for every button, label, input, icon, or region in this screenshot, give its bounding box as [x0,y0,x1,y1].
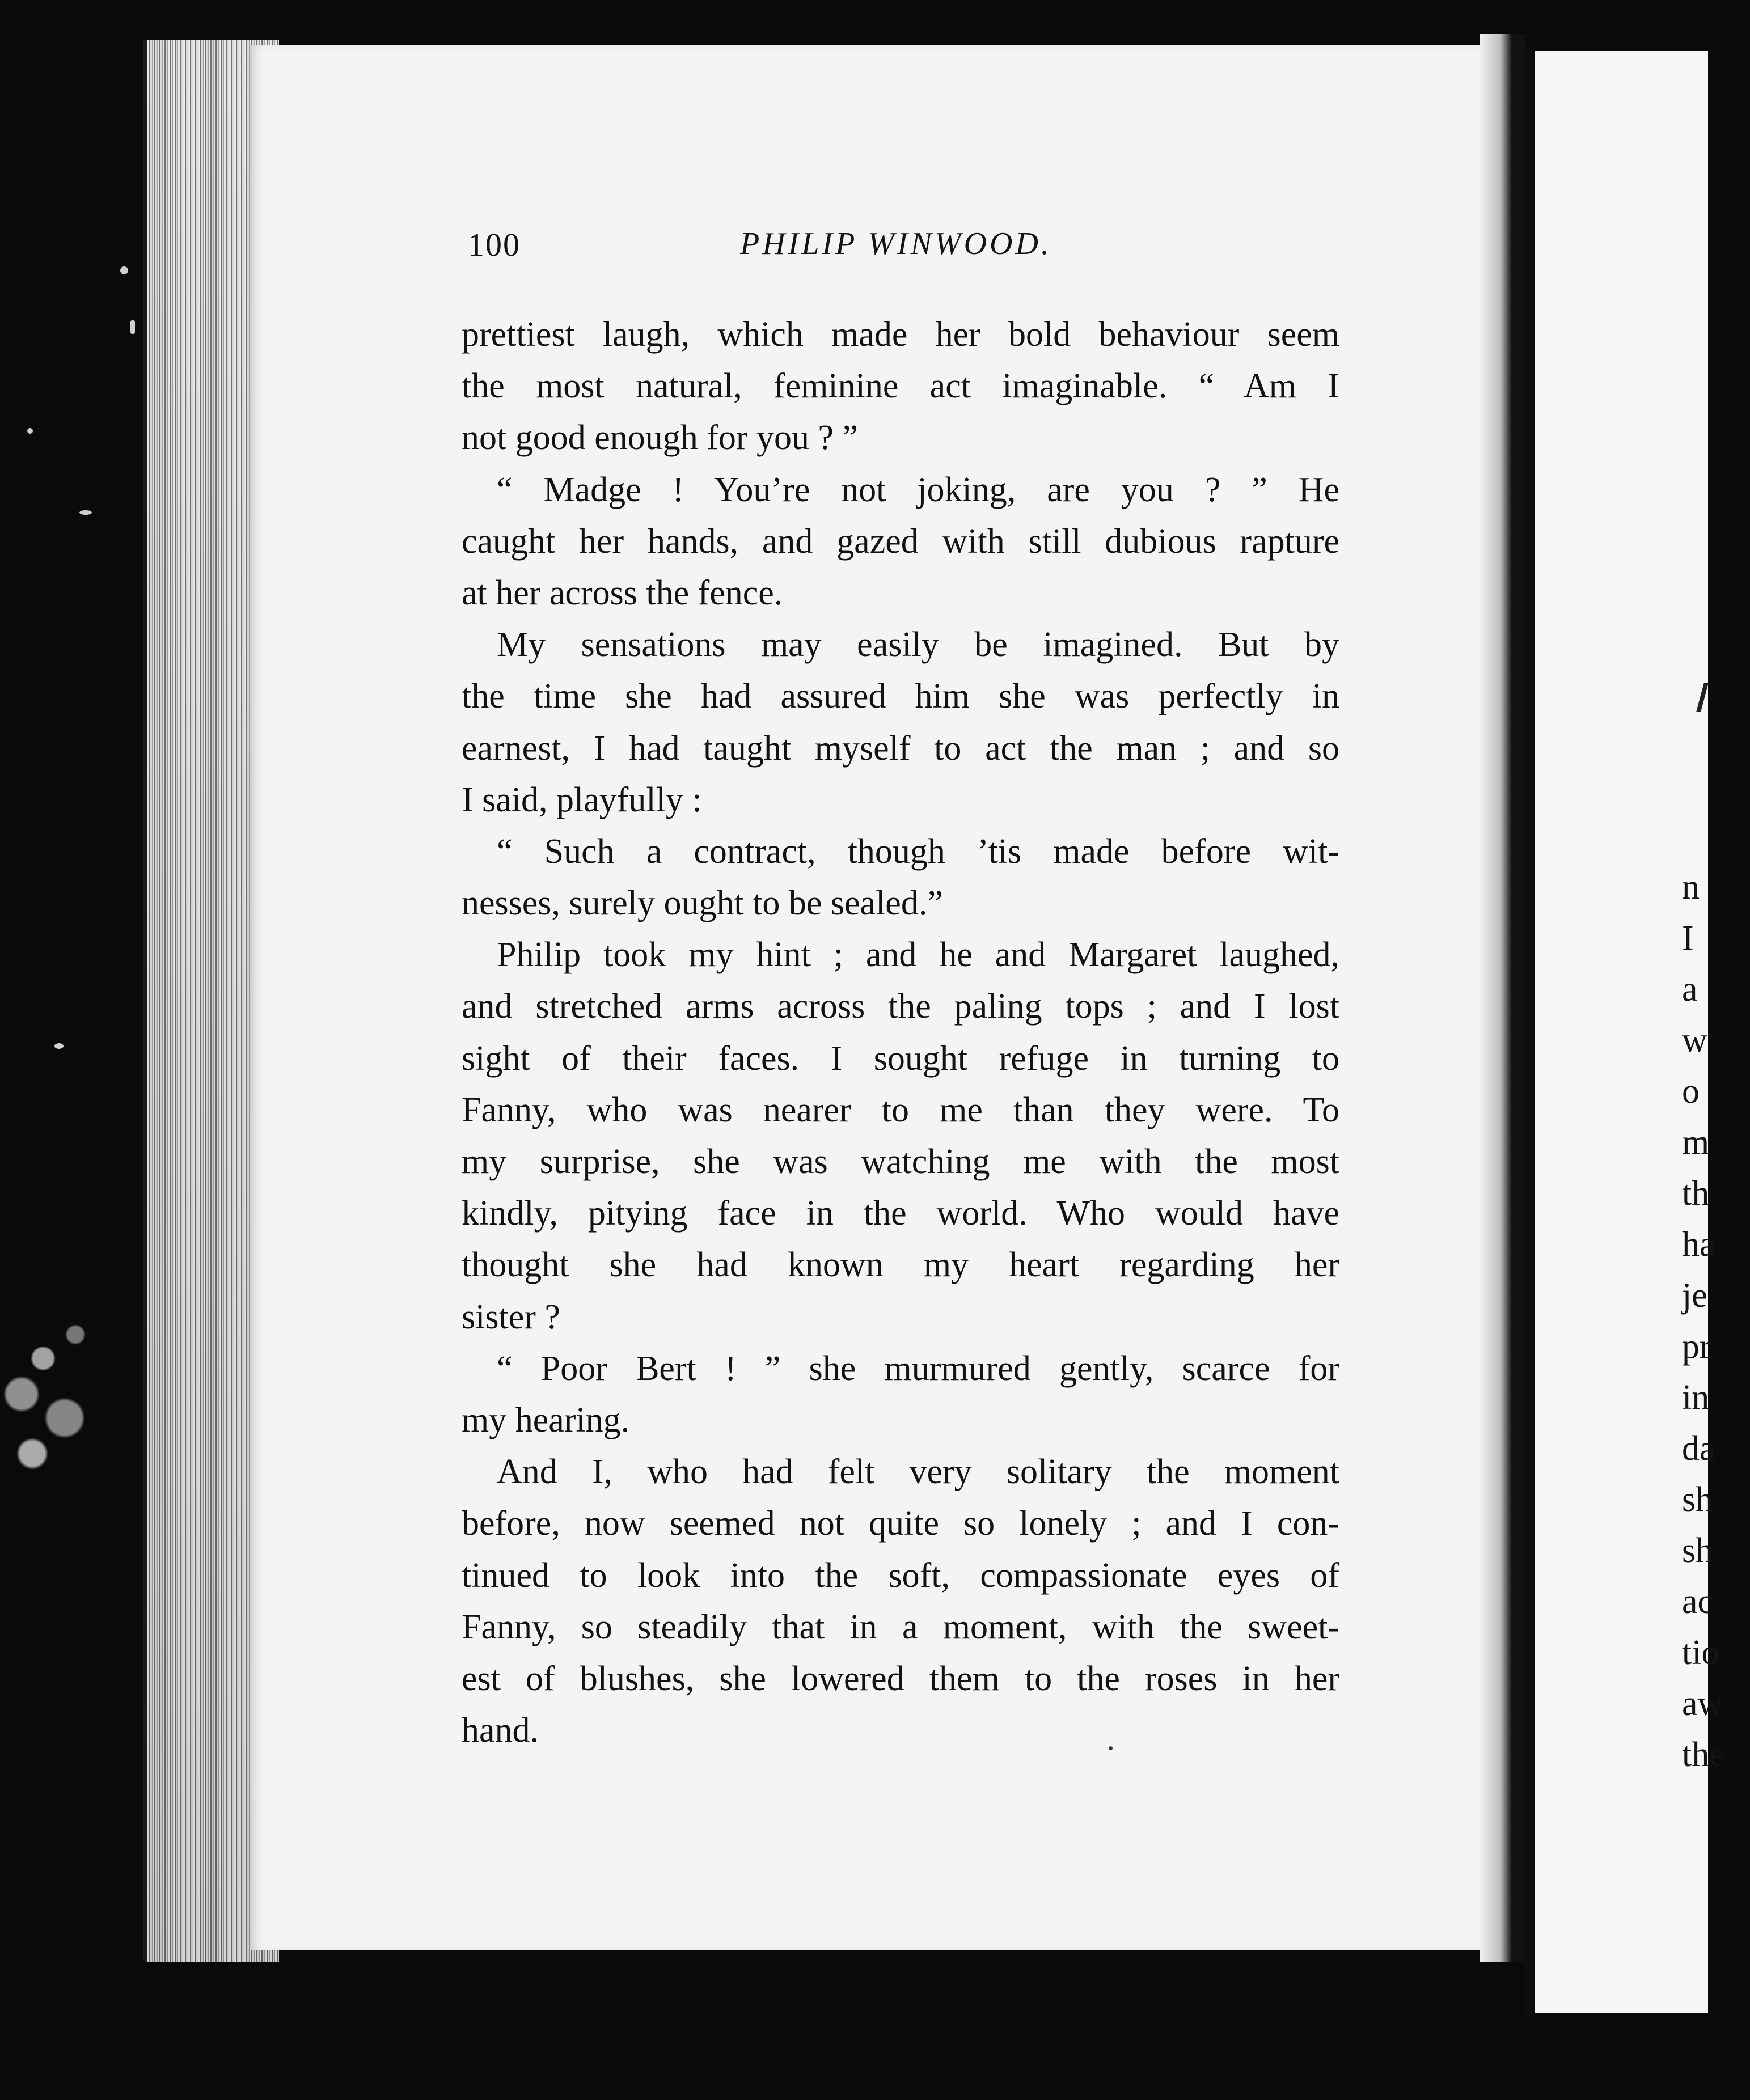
text-line: my hearing. [462,1400,630,1439]
text-line: prettiest laugh, which made her bold behaviour seem [462,315,1339,354]
fragment: ac [1682,1582,1714,1621]
facing-page-fragments [1682,862,1750,1780]
fragment: m [1682,1123,1710,1162]
running-head [468,226,1069,277]
text-line: “ Madge ! You’re not joking, are you ? ” He [497,470,1339,509]
fragment: in [1682,1378,1710,1417]
fragment: je [1682,1276,1707,1315]
fragment: w [1682,1021,1707,1060]
text-line: before, now seemed not quite so lonely ; and I con- [462,1504,1339,1543]
fragment: I [1682,919,1694,958]
text-line: hand. [462,1711,539,1750]
text-line: nesses, surely ought to be sealed.” [462,884,943,923]
text-line: est of blushes, she lowered them to the roses in her [462,1659,1339,1698]
print-speck [1109,1746,1113,1750]
fragment: pr [1682,1327,1711,1366]
text-line: Fanny, who was nearer to me than they were. To [462,1090,1339,1129]
text-line: Fanny, so steadily that in a moment, with the sweet- [462,1607,1339,1646]
text-line: the time she had assured him she was perfectly in [462,677,1339,716]
body-text [462,309,1339,1756]
text-line: sight of their faces. I sought refuge in turning to [462,1039,1339,1078]
text-line: I said, playfully : [462,780,702,819]
text-line: “ Such a contract, though ’tis made before wit- [497,832,1339,871]
text-line: the most natural, feminine act imaginable. “ Am I [462,367,1339,406]
text-line: “ Poor Bert ! ” she murmured gently, scarce for [497,1349,1339,1388]
text-line: earnest, I had taught myself to act the man ; and so [462,729,1339,768]
dust-speck [120,266,128,274]
text-line: My sensations may easily be imagined. But by [497,625,1339,664]
text-line: And I, who had felt very solitary the moment [497,1453,1339,1492]
dust-speck [54,1043,64,1049]
fragment: aw [1682,1684,1723,1723]
fragment: the [1682,1735,1725,1774]
fragment: n [1682,868,1700,907]
text-line: kindly, pitying face in the world. Who would have [462,1194,1339,1233]
scan-smudge [0,1287,108,1525]
running-title: PHILIP WINWOOD. [740,226,1052,261]
fragment: tio [1682,1633,1719,1672]
book-gutter [1480,34,1525,1962]
text-line: and stretched arms across the paling tops ; and I lost [462,987,1339,1026]
text-line: sister ? [462,1297,560,1336]
fragment: da [1682,1429,1715,1468]
fragment: sh [1682,1531,1714,1570]
text-line: thought she had known my heart regarding her [462,1246,1339,1285]
dust-speck [79,510,92,515]
text-line: my surprise, she was watching me with the most [462,1142,1339,1181]
facing-page-mark [1696,683,1708,712]
fragment: sh [1682,1480,1714,1519]
text-line: caught her hands, and gazed with still dubious rapture [462,522,1339,561]
fragment: ha [1682,1225,1715,1264]
dust-speck [130,320,135,334]
fragment: a [1682,970,1698,1009]
dust-speck [27,428,33,434]
fragment: th [1682,1174,1710,1213]
facing-page [1525,51,1725,2013]
text-line: Philip took my hint ; and he and Margaret laughed, [497,935,1339,975]
text-line: tinued to look into the soft, compassionate eyes of [462,1556,1339,1595]
page-number: 100 [468,226,521,263]
text-line: at her across the fence. [462,573,783,612]
text-line: not good enough for you ? ” [462,418,859,458]
fragment: o [1682,1072,1700,1111]
